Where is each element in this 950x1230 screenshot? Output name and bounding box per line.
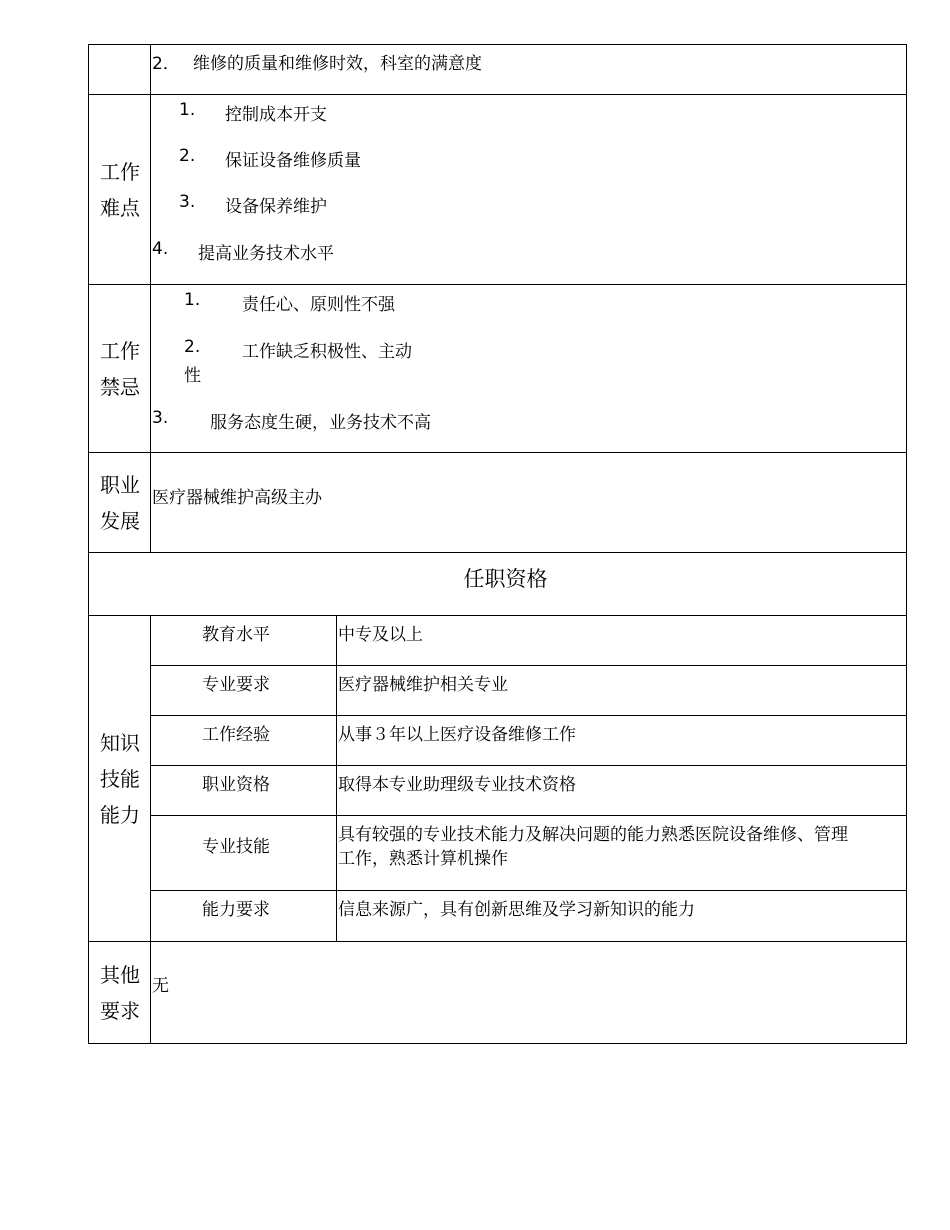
cont-item-num: 2． [152,54,180,74]
knowledge-label-line3: 能力 [100,803,140,827]
knowledge-value-cell [336,615,907,667]
difficulties-content-cell [150,94,907,286]
knowledge-value-cell [336,815,907,892]
career-label-line2: 发展 [100,509,140,533]
taboos-label-line1: 工作 [100,339,140,363]
taboos-content-cell [150,284,907,454]
knowledge-value: 中专及以上 [338,625,423,645]
difficulties-label-cell [88,94,152,286]
knowledge-value: 具有较强的专业技术能力及解决问题的能力熟悉医院设备维修、管理 [338,825,848,845]
knowledge-value: 从事３年以上医疗设备维修工作 [338,725,576,745]
knowledge-key-cell [150,890,338,943]
difficulty-item-num: 2. [179,146,196,166]
taboo-item-text: 责任心、原则性不强 [242,295,395,315]
knowledge-key: 职业资格 [202,775,270,795]
difficulty-item-num: 1. [179,100,196,120]
knowledge-value-cell [336,890,907,943]
career-content-cell [150,452,907,554]
other-value: 无 [152,976,169,996]
difficulty-item-num: 4. [152,239,169,259]
taboo-item-num: 2. [184,337,201,357]
knowledge-value: 信息来源广，具有创新思维及学习新知识的能力 [338,900,695,920]
career-value: 医疗器械维护高级主办 [152,488,322,508]
difficulty-item-text: 保证设备维修质量 [225,151,361,171]
knowledge-label-cell [88,615,152,943]
knowledge-key-cell [150,615,338,667]
row-cont-content-cell [150,44,907,96]
knowledge-key: 能力要求 [202,900,270,920]
difficulties-label-line2: 难点 [100,196,140,220]
difficulty-item-num: 3. [179,192,196,212]
knowledge-key: 教育水平 [202,625,270,645]
career-label-cell [88,452,152,554]
difficulties-label-line1: 工作 [100,160,140,184]
knowledge-key-cell [150,715,338,767]
taboo-item-text: 服务态度生硬，业务技术不高 [210,413,431,433]
knowledge-key: 专业技能 [202,837,270,857]
other-label-cell [88,941,152,1044]
qualifications-title: 任职资格 [463,566,548,591]
difficulty-item-text: 设备保养维护 [225,197,327,217]
knowledge-value: 医疗器械维护相关专业 [338,675,508,695]
knowledge-key: 工作经验 [202,725,270,745]
cont-item-text: 维修的质量和维修时效，科室的满意度 [193,54,482,74]
taboo-item-num: 1. [184,290,201,310]
difficulty-item-text: 控制成本开支 [225,105,327,125]
knowledge-key-cell [150,765,338,817]
taboos-label-line2: 禁忌 [100,375,140,399]
row-cont-label-cell [88,44,152,96]
difficulty-item-text: 提高业务技术水平 [198,244,334,264]
knowledge-value: 取得本专业助理级专业技术资格 [338,775,576,795]
qualifications-header-cell [88,552,907,617]
other-label-line2: 要求 [100,998,140,1023]
knowledge-value-cell [336,715,907,767]
job-description-table [88,44,907,1044]
taboo-item-num: 3. [152,408,169,428]
knowledge-value-cell [336,665,907,717]
knowledge-key: 专业要求 [202,675,270,695]
career-label-line1: 职业 [100,473,140,497]
other-label-line1: 其他 [100,962,140,987]
knowledge-label-line2: 技能 [100,767,140,791]
taboo-item-text-cont: 性 [184,366,201,386]
knowledge-key-cell [150,665,338,717]
knowledge-value-cont: 工作，熟悉计算机操作 [338,849,508,869]
other-content-cell [150,941,907,1044]
taboo-item-text: 工作缺乏积极性、主动 [242,342,412,362]
knowledge-key-cell [150,815,338,892]
knowledge-label-line1: 知识 [100,731,140,755]
knowledge-value-cell [336,765,907,817]
taboos-label-cell [88,284,152,454]
